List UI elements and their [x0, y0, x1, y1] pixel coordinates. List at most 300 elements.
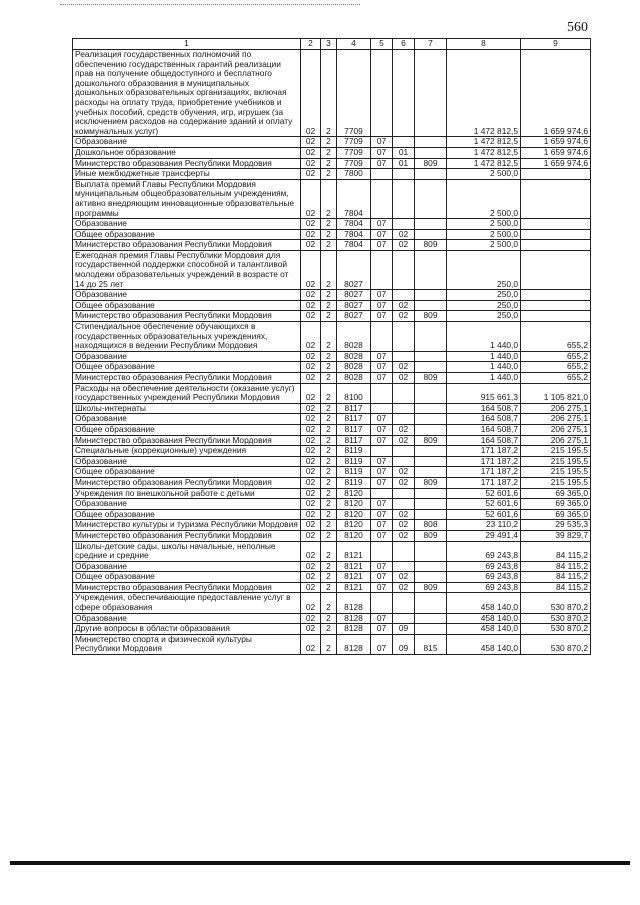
code-cell: 02: [301, 424, 321, 435]
code-cell: 02: [301, 499, 321, 510]
code-cell: 07: [371, 300, 393, 311]
code-cell: [393, 561, 415, 572]
row-name-cell: Министерство образования Республики Мордовия: [73, 158, 301, 169]
amount-cell: 52 601,6: [447, 509, 521, 520]
table-row: [73, 499, 591, 510]
table-row: [73, 467, 591, 478]
amount-cell: 2 500,0: [447, 219, 521, 230]
code-cell: 2: [321, 530, 337, 541]
row-name-cell: Ежегодная премия Главы Республики Мордовия для государственной поддержки способной и талантливой молодежи образовательных учреждений в возрасте от 14 до 25 лет: [73, 250, 301, 289]
code-cell: 809: [415, 373, 447, 384]
code-cell: 7800: [337, 169, 371, 180]
amount-cell: 164 508,7: [447, 435, 521, 446]
code-cell: 2: [321, 446, 337, 457]
amount-cell: 206 275,1: [521, 424, 591, 435]
code-cell: 8027: [337, 290, 371, 301]
code-cell: 2: [321, 593, 337, 613]
code-cell: [393, 137, 415, 148]
code-cell: [371, 250, 393, 289]
row-name-cell: Учреждения по внешкольной работе с детьми: [73, 488, 301, 499]
code-cell: 02: [393, 520, 415, 531]
code-cell: 809: [415, 477, 447, 488]
table-row: [73, 373, 591, 384]
amount-cell: 215 195,5: [521, 467, 591, 478]
code-cell: 2: [321, 582, 337, 593]
code-cell: 8028: [337, 362, 371, 373]
code-cell: 02: [301, 147, 321, 158]
code-cell: [371, 169, 393, 180]
code-cell: [415, 147, 447, 158]
table-row: [73, 624, 591, 635]
table-row: [73, 179, 591, 218]
code-cell: 8121: [337, 561, 371, 572]
code-cell: [415, 322, 447, 352]
amount-cell: 1 659 974,6: [521, 158, 591, 169]
code-cell: 809: [415, 158, 447, 169]
code-cell: [393, 351, 415, 362]
amount-cell: 1 472 812,5: [447, 137, 521, 148]
code-cell: 8117: [337, 435, 371, 446]
code-cell: 02: [301, 137, 321, 148]
code-cell: 8128: [337, 593, 371, 613]
code-cell: [415, 446, 447, 457]
code-cell: 07: [371, 158, 393, 169]
code-cell: [393, 250, 415, 289]
amount-cell: 69 243,8: [447, 582, 521, 593]
code-cell: 09: [393, 624, 415, 635]
amount-cell: 655,2: [521, 362, 591, 373]
table-header-row: [73, 39, 591, 50]
code-cell: [415, 593, 447, 613]
column-header: 7: [415, 39, 447, 50]
code-cell: 8121: [337, 572, 371, 583]
table-row: [73, 509, 591, 520]
code-cell: 2: [321, 137, 337, 148]
code-cell: 02: [301, 414, 321, 425]
row-name-cell: Общее образование: [73, 362, 301, 373]
code-cell: 02: [301, 158, 321, 169]
column-header: 1: [73, 39, 301, 50]
table-row: [73, 362, 591, 373]
code-cell: 07: [371, 147, 393, 158]
code-cell: 07: [371, 477, 393, 488]
row-name-cell: Образование: [73, 613, 301, 624]
code-cell: 8120: [337, 499, 371, 510]
code-cell: 2: [321, 147, 337, 158]
code-cell: 02: [301, 290, 321, 301]
amount-cell: 458 140,0: [447, 593, 521, 613]
code-cell: 7804: [337, 240, 371, 251]
code-cell: 7709: [337, 158, 371, 169]
code-cell: 02: [301, 593, 321, 613]
amount-cell: 69 365,0: [521, 509, 591, 520]
code-cell: 2: [321, 488, 337, 499]
code-cell: 8027: [337, 250, 371, 289]
code-cell: 02: [301, 179, 321, 218]
code-cell: 02: [301, 456, 321, 467]
code-cell: 02: [301, 624, 321, 635]
row-name-cell: Другие вопросы в области образования: [73, 624, 301, 635]
amount-cell: 69 365,0: [521, 499, 591, 510]
code-cell: 2: [321, 477, 337, 488]
code-cell: 02: [393, 582, 415, 593]
code-cell: [415, 499, 447, 510]
code-cell: 02: [301, 520, 321, 531]
amount-cell: 215 195,5: [521, 456, 591, 467]
code-cell: 8128: [337, 624, 371, 635]
amount-cell: 215 195,5: [521, 477, 591, 488]
row-name-cell: Образование: [73, 351, 301, 362]
code-cell: [415, 613, 447, 624]
code-cell: 02: [301, 219, 321, 230]
column-header: 5: [371, 39, 393, 50]
amount-cell: 655,2: [521, 373, 591, 384]
row-name-cell: Министерство образования Республики Мордовия: [73, 530, 301, 541]
amount-cell: 2 500,0: [447, 229, 521, 240]
code-cell: 2: [321, 541, 337, 561]
code-cell: 02: [301, 240, 321, 251]
code-cell: [415, 572, 447, 583]
code-cell: 02: [301, 229, 321, 240]
code-cell: 809: [415, 582, 447, 593]
amount-cell: 52 601,6: [447, 499, 521, 510]
amount-cell: 206 275,1: [521, 414, 591, 425]
code-cell: [415, 290, 447, 301]
code-cell: 8121: [337, 582, 371, 593]
code-cell: [371, 593, 393, 613]
table-row: [73, 414, 591, 425]
row-name-cell: Реализация государственных полномочий по обеспечению государственных гарантий реализации прав на получение общедоступного и бесплатного дошкольного образования в муниципальных дошкольных образовательных организациях, включая расходы на оплату труда, приобретение учебников и учебных пособий, средств обучения, игр, игрушек (за исключением расходов на содержание зданий и оплату коммунальных услуг): [73, 50, 301, 137]
code-cell: 02: [393, 229, 415, 240]
table-row: [73, 383, 591, 403]
amount-cell: 250,0: [447, 300, 521, 311]
code-cell: 2: [321, 424, 337, 435]
code-cell: 02: [301, 50, 321, 137]
table-row: [73, 435, 591, 446]
row-name-cell: Образование: [73, 290, 301, 301]
code-cell: 2: [321, 240, 337, 251]
row-name-cell: Министерство образования Республики Мордовия: [73, 240, 301, 251]
code-cell: [393, 541, 415, 561]
amount-cell: [521, 240, 591, 251]
code-cell: [393, 613, 415, 624]
code-cell: 02: [301, 322, 321, 352]
amount-cell: 206 275,1: [521, 403, 591, 414]
row-name-cell: Министерство образования Республики Мордовия: [73, 435, 301, 446]
table-row: [73, 311, 591, 322]
table-row: [73, 634, 591, 654]
amount-cell: 655,2: [521, 322, 591, 352]
table-row: [73, 530, 591, 541]
code-cell: 7709: [337, 137, 371, 148]
code-cell: 8028: [337, 373, 371, 384]
amount-cell: 206 275,1: [521, 435, 591, 446]
code-cell: 8027: [337, 311, 371, 322]
row-name-cell: Школы-интернаты: [73, 403, 301, 414]
row-name-cell: Образование: [73, 137, 301, 148]
code-cell: [371, 50, 393, 137]
code-cell: [415, 219, 447, 230]
code-cell: 07: [371, 582, 393, 593]
code-cell: 07: [371, 362, 393, 373]
amount-cell: 1 472 812,5: [447, 158, 521, 169]
code-cell: 02: [301, 300, 321, 311]
amount-cell: 1 440,0: [447, 322, 521, 352]
code-cell: [415, 169, 447, 180]
table-row: [73, 300, 591, 311]
code-cell: [415, 509, 447, 520]
code-cell: 2: [321, 50, 337, 137]
code-cell: 8100: [337, 383, 371, 403]
table-row: [73, 424, 591, 435]
code-cell: 02: [393, 362, 415, 373]
code-cell: 8028: [337, 322, 371, 352]
table-body: [73, 50, 591, 655]
code-cell: 2: [321, 229, 337, 240]
code-cell: 7804: [337, 219, 371, 230]
amount-cell: 84 115,2: [521, 541, 591, 561]
code-cell: 07: [371, 530, 393, 541]
row-name-cell: Министерство спорта и физической культуры Республики Мордовия: [73, 634, 301, 654]
code-cell: [393, 593, 415, 613]
table-row: [73, 561, 591, 572]
code-cell: [393, 322, 415, 352]
code-cell: 02: [301, 169, 321, 180]
column-header: 3: [321, 39, 337, 50]
code-cell: [415, 250, 447, 289]
code-cell: 2: [321, 351, 337, 362]
code-cell: 2: [321, 219, 337, 230]
table-row: [73, 520, 591, 531]
row-name-cell: Специальные (коррекционные) учреждения: [73, 446, 301, 457]
code-cell: [415, 362, 447, 373]
row-name-cell: Общее образование: [73, 509, 301, 520]
code-cell: [371, 322, 393, 352]
code-cell: [393, 414, 415, 425]
amount-cell: 171 187,2: [447, 467, 521, 478]
code-cell: [415, 50, 447, 137]
amount-cell: 1 440,0: [447, 373, 521, 384]
code-cell: 809: [415, 311, 447, 322]
code-cell: 2: [321, 561, 337, 572]
code-cell: 2: [321, 322, 337, 352]
code-cell: 02: [301, 530, 321, 541]
code-cell: 8120: [337, 520, 371, 531]
code-cell: 07: [371, 509, 393, 520]
row-name-cell: Образование: [73, 499, 301, 510]
row-name-cell: Министерство образования Республики Мордовия: [73, 582, 301, 593]
amount-cell: 2 500,0: [447, 240, 521, 251]
code-cell: 02: [393, 467, 415, 478]
code-cell: 02: [301, 351, 321, 362]
table-row: [73, 572, 591, 583]
code-cell: 2: [321, 290, 337, 301]
amount-cell: 250,0: [447, 311, 521, 322]
code-cell: 02: [301, 572, 321, 583]
table-row: [73, 582, 591, 593]
amount-cell: 915 661,3: [447, 383, 521, 403]
code-cell: 809: [415, 240, 447, 251]
amount-cell: 164 508,7: [447, 424, 521, 435]
code-cell: 02: [301, 582, 321, 593]
code-cell: 7804: [337, 179, 371, 218]
code-cell: 2: [321, 613, 337, 624]
amount-cell: 530 870,2: [521, 613, 591, 624]
table-row: [73, 290, 591, 301]
code-cell: 2: [321, 467, 337, 478]
amount-cell: 69 243,8: [447, 561, 521, 572]
amount-cell: 1 440,0: [447, 351, 521, 362]
table-row: [73, 351, 591, 362]
code-cell: [415, 179, 447, 218]
row-name-cell: Образование: [73, 456, 301, 467]
amount-cell: [521, 311, 591, 322]
code-cell: 02: [393, 311, 415, 322]
code-cell: 8028: [337, 351, 371, 362]
code-cell: 07: [371, 499, 393, 510]
amount-cell: 458 140,0: [447, 634, 521, 654]
code-cell: 8120: [337, 530, 371, 541]
code-cell: 07: [371, 634, 393, 654]
code-cell: 2: [321, 169, 337, 180]
amount-cell: 530 870,2: [521, 624, 591, 635]
code-cell: [393, 403, 415, 414]
code-cell: 8120: [337, 488, 371, 499]
code-cell: 2: [321, 572, 337, 583]
amount-cell: 171 187,2: [447, 456, 521, 467]
amount-cell: 84 115,2: [521, 561, 591, 572]
amount-cell: 23 110,2: [447, 520, 521, 531]
code-cell: [393, 456, 415, 467]
code-cell: [393, 446, 415, 457]
row-name-cell: Дошкольное образование: [73, 147, 301, 158]
amount-cell: 250,0: [447, 290, 521, 301]
code-cell: 02: [301, 509, 321, 520]
code-cell: 2: [321, 383, 337, 403]
code-cell: [371, 179, 393, 218]
code-cell: 8128: [337, 613, 371, 624]
amount-cell: 1 659 974,6: [521, 147, 591, 158]
amount-cell: 1 659 974,6: [521, 50, 591, 137]
row-name-cell: Министерство образования Республики Мордовия: [73, 311, 301, 322]
code-cell: 07: [371, 456, 393, 467]
amount-cell: 52 601,6: [447, 488, 521, 499]
row-name-cell: Общее образование: [73, 300, 301, 311]
code-cell: 07: [371, 229, 393, 240]
amount-cell: 171 187,2: [447, 477, 521, 488]
code-cell: 8119: [337, 456, 371, 467]
code-cell: 7709: [337, 147, 371, 158]
code-cell: 07: [371, 624, 393, 635]
bottom-scan-bar: [10, 861, 630, 865]
amount-cell: [521, 229, 591, 240]
code-cell: 8117: [337, 403, 371, 414]
code-cell: 2: [321, 634, 337, 654]
amount-cell: 69 365,0: [521, 488, 591, 499]
code-cell: [393, 50, 415, 137]
code-cell: [371, 403, 393, 414]
table-row: [73, 403, 591, 414]
code-cell: 07: [371, 561, 393, 572]
amount-cell: 655,2: [521, 351, 591, 362]
code-cell: [393, 383, 415, 403]
table-row: [73, 456, 591, 467]
code-cell: 7709: [337, 50, 371, 137]
row-name-cell: Общее образование: [73, 229, 301, 240]
code-cell: 07: [371, 351, 393, 362]
table-row: [73, 158, 591, 169]
code-cell: 07: [371, 311, 393, 322]
column-header: 9: [521, 39, 591, 50]
code-cell: 02: [301, 383, 321, 403]
code-cell: 809: [415, 530, 447, 541]
code-cell: 02: [301, 488, 321, 499]
code-cell: 02: [301, 435, 321, 446]
row-name-cell: Министерство образования Республики Мордовия: [73, 373, 301, 384]
code-cell: 07: [371, 137, 393, 148]
amount-cell: [521, 169, 591, 180]
amount-cell: 2 500,0: [447, 179, 521, 218]
table-row: [73, 477, 591, 488]
code-cell: 02: [393, 530, 415, 541]
code-cell: 02: [393, 424, 415, 435]
code-cell: 07: [371, 572, 393, 583]
table-row: [73, 137, 591, 148]
code-cell: 2: [321, 520, 337, 531]
amount-cell: 1 440,0: [447, 362, 521, 373]
code-cell: 2: [321, 158, 337, 169]
code-cell: [415, 467, 447, 478]
code-cell: [371, 383, 393, 403]
code-cell: [415, 624, 447, 635]
row-name-cell: Общее образование: [73, 467, 301, 478]
table-row: [73, 250, 591, 289]
code-cell: 2: [321, 250, 337, 289]
code-cell: 2: [321, 373, 337, 384]
table-row: [73, 240, 591, 251]
code-cell: 8128: [337, 634, 371, 654]
code-cell: 01: [393, 147, 415, 158]
code-cell: [415, 456, 447, 467]
code-cell: 07: [371, 373, 393, 384]
code-cell: 808: [415, 520, 447, 531]
code-cell: 02: [393, 509, 415, 520]
code-cell: 02: [301, 446, 321, 457]
code-cell: [393, 499, 415, 510]
code-cell: 8117: [337, 414, 371, 425]
table-row: [73, 229, 591, 240]
code-cell: 02: [393, 373, 415, 384]
code-cell: [393, 169, 415, 180]
amount-cell: [521, 219, 591, 230]
code-cell: [415, 300, 447, 311]
code-cell: 8119: [337, 477, 371, 488]
code-cell: 07: [371, 613, 393, 624]
code-cell: 2: [321, 509, 337, 520]
row-name-cell: Образование: [73, 414, 301, 425]
code-cell: 07: [371, 290, 393, 301]
amount-cell: 250,0: [447, 250, 521, 289]
code-cell: 02: [393, 435, 415, 446]
row-name-cell: Образование: [73, 561, 301, 572]
code-cell: [393, 488, 415, 499]
amount-cell: 1 659 974,6: [521, 137, 591, 148]
row-name-cell: Министерство образования Республики Мордовия: [73, 477, 301, 488]
table-row: [73, 488, 591, 499]
column-header: 8: [447, 39, 521, 50]
row-name-cell: Расходы на обеспечение деятельности (оказание услуг) государственных учреждений Республики Мордовия: [73, 383, 301, 403]
code-cell: 2: [321, 414, 337, 425]
